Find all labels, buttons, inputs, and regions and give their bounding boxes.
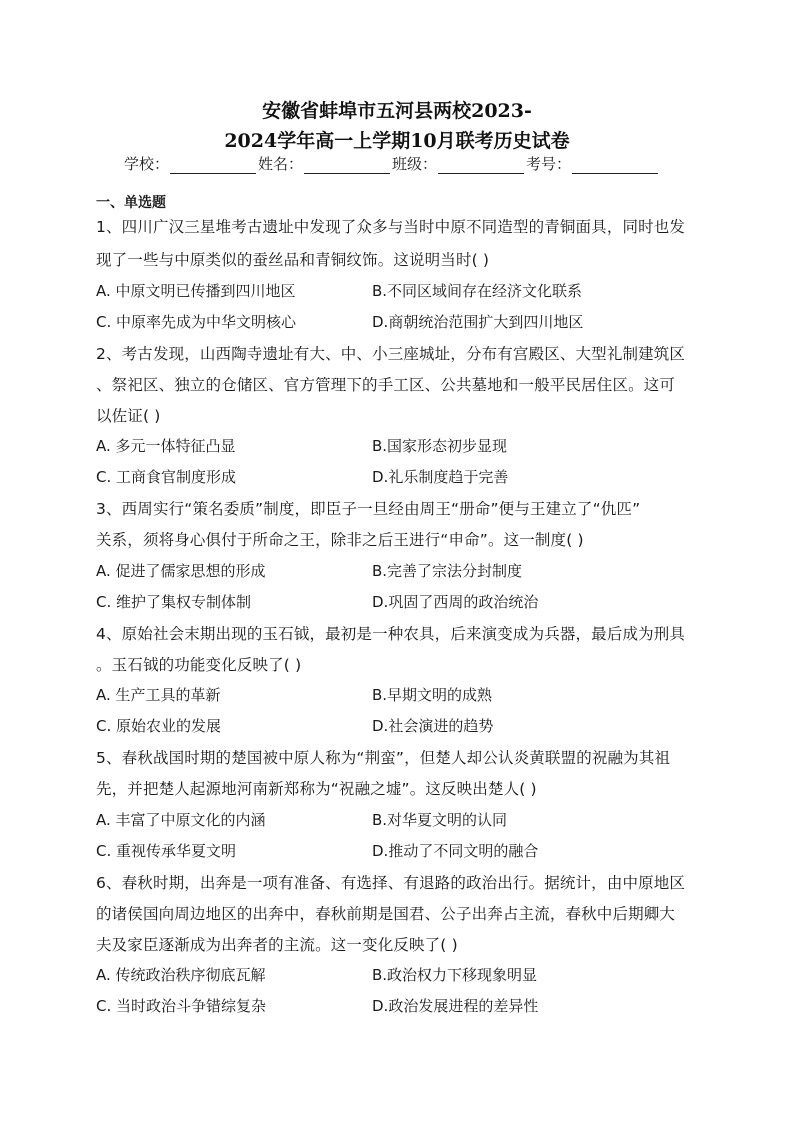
question-5-option-a: A. 丰富了中原文化的内涵 — [96, 811, 266, 829]
school-blank — [170, 156, 256, 174]
question-5-option-d: D.推动了不同文明的融合 — [372, 842, 539, 860]
question-4-line-1: 4、原始社会末期出现的玉石钺，最初是一种农具，后来演变成为兵器，最后成为刑具 — [96, 625, 686, 643]
school-label: 学校： — [124, 155, 170, 173]
class-label: 班级： — [392, 155, 438, 173]
question-6-line-3: 夫及家臣逐渐成为出奔者的主流。这一变化反映了( ) — [96, 936, 458, 954]
question-6-option-a: A. 传统政治秩序彻底瓦解 — [96, 966, 266, 984]
question-3-option-b: B.完善了宗法分封制度 — [372, 562, 523, 580]
question-6-option-b: B.政治权力下移现象明显 — [372, 966, 538, 984]
question-6-option-d: D.政治发展进程的差异性 — [372, 997, 539, 1015]
question-2-option-d: D.礼乐制度趋于完善 — [372, 468, 509, 486]
question-3-option-a: A. 促进了儒家思想的形成 — [96, 562, 266, 580]
question-5-line-1: 5、春秋战国时期的楚国被中原人称为“荆蛮”，但楚人却公认炎黄联盟的祝融为其祖 — [96, 749, 671, 767]
question-3-option-d: D.巩固了西周的政治统治 — [372, 593, 539, 611]
question-5-option-c: C. 重视传承华夏文明 — [96, 842, 237, 860]
exam-title-line1: 安徽省蚌埠市五河县两校2023- — [262, 100, 532, 122]
name-blank — [304, 156, 390, 174]
question-1-line-2: 现了一些与中原类似的蚕丝品和青铜纹饰。这说明当时( ) — [96, 251, 490, 269]
question-2-line-1: 2、考古发现，山西陶寺遗址有大、中、小三座城址，分布有宫殿区、大型礼制建筑区 — [96, 345, 686, 363]
question-6-line-2: 的诸侯国向周边地区的出奔中，春秋前期是国君、公子出奔占主流，春秋中后期卿大 — [96, 905, 676, 923]
question-4-line-2: 。玉石钺的功能变化反映了( ) — [96, 656, 302, 674]
question-1-option-a: A. 中原文明已传播到四川地区 — [96, 282, 296, 300]
question-3-line-2: 关系，须将身心俱付于所命之王，除非之后王进行“申命”。这一制度( ) — [96, 531, 584, 549]
question-2-line-3: 以佐证( ) — [96, 407, 161, 425]
question-4-option-d: D.社会演进的趋势 — [372, 717, 494, 735]
class-blank — [438, 156, 524, 174]
question-1-option-c: C. 中原率先成为中华文明核心 — [96, 313, 297, 331]
question-3-option-c: C. 维护了集权专制体制 — [96, 593, 252, 611]
question-4-option-a: A. 生产工具的革新 — [96, 686, 221, 704]
section-title: 一、单选题 — [96, 195, 166, 211]
student-info-row — [124, 153, 660, 174]
question-1-line-1: 1、四川广汉三星堆考古遗址中发现了众多与当时中原不同造型的青铜面具，同时也发 — [96, 218, 686, 236]
question-1-option-d: D.商朝统治范围扩大到四川地区 — [372, 313, 584, 331]
question-5-line-2: 先，并把楚人起源地河南新郑称为“祝融之墟”。这反映出楚人( ) — [96, 780, 537, 798]
question-2-option-c: C. 工商食官制度形成 — [96, 468, 237, 486]
question-4-option-c: C. 原始农业的发展 — [96, 717, 222, 735]
question-2-option-a: A. 多元一体特征凸显 — [96, 437, 236, 455]
question-1-option-b: B.不同区域间存在经济文化联系 — [372, 282, 583, 300]
question-6-line-1: 6、春秋时期，出奔是一项有准备、有选择、有退路的政治出行。据统计，由中原地区 — [96, 874, 686, 892]
question-2-line-2: 、祭祀区、独立的仓储区、官方管理下的手工区、公共墓地和一般平民居住区。这可 — [96, 376, 676, 394]
name-label: 姓名： — [258, 155, 304, 173]
question-2-option-b: B.国家形态初步显现 — [372, 437, 508, 455]
question-3-line-1: 3、西周实行“策名委质”制度，即臣子一旦经由周王“册命”便与王建立了“仇匹” — [96, 500, 641, 518]
question-6-option-c: C. 当时政治斗争错综复杂 — [96, 997, 267, 1015]
exam-title-line2: 2024学年高一上学期10月联考历史试卷 — [224, 130, 570, 152]
question-4-option-b: B.早期文明的成熟 — [372, 686, 493, 704]
exam-number-label: 考号： — [526, 155, 572, 173]
exam-number-blank — [572, 156, 658, 174]
question-5-option-b: B.对华夏文明的认同 — [372, 811, 508, 829]
